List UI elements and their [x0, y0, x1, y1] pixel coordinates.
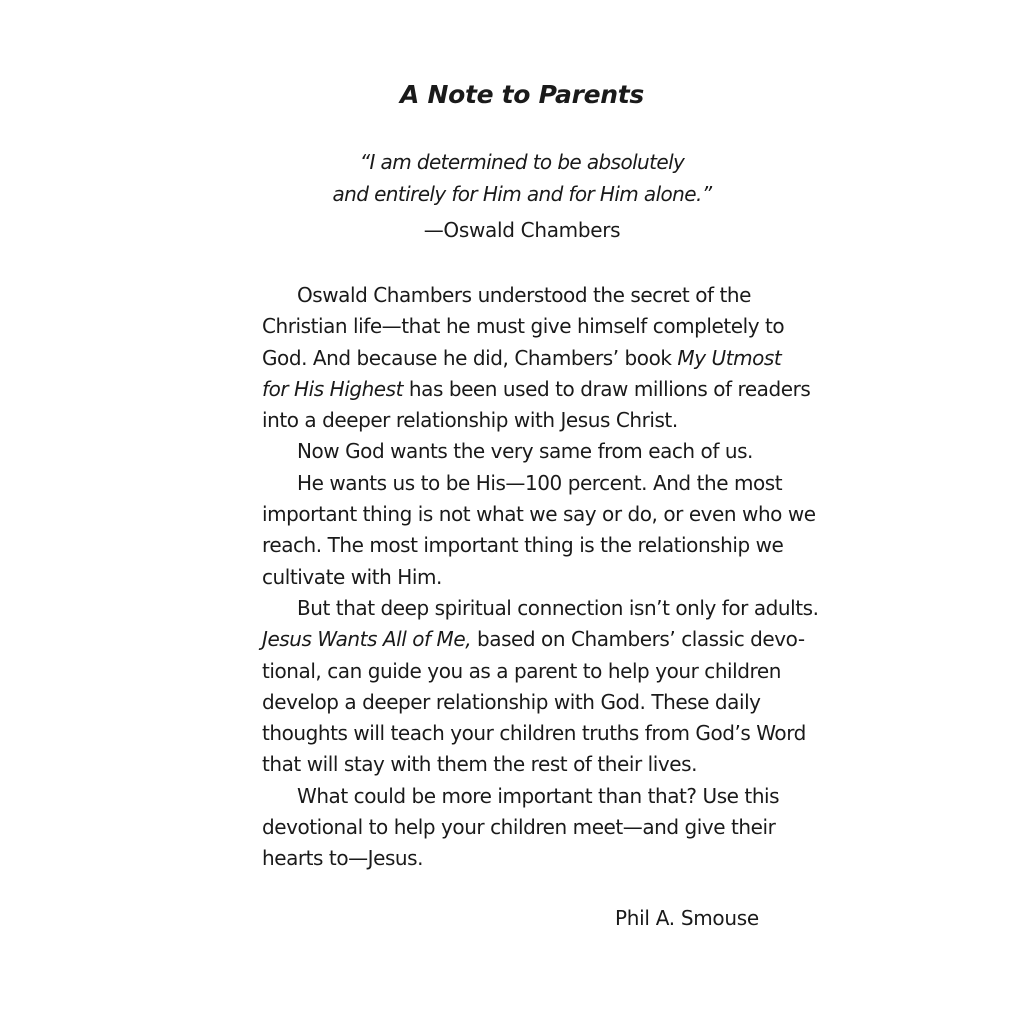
body-line [262, 436, 802, 467]
epigraph-attribution: —Oswald Chambers [423, 218, 621, 242]
body-text-segment: devotional to help your children meet—and give their [262, 815, 776, 840]
body-text-segment: Christian life—that he must give himself completely to [262, 314, 785, 339]
body-text-segment: thoughts will teach your children truths from God’s Word [262, 721, 806, 746]
body-text-segment: tional, can guide you as a parent to help your children [262, 658, 781, 683]
body-text-segment: develop a deeper relationship with God. These daily [262, 689, 761, 714]
body-text-segment: He wants us to be His—100 percent. And the most [297, 470, 783, 495]
body-text-segment: What could be more important than that? Use this [297, 783, 780, 808]
body-text-segment: that will stay with them the rest of their lives. [262, 752, 697, 777]
body-line [262, 843, 802, 874]
body-text-segment: God. And because he did, Chambers’ book [262, 345, 678, 370]
body-line [262, 311, 802, 342]
body-text-segment: has been used to draw millions of readers [403, 376, 811, 401]
body-line [262, 624, 805, 655]
body-line [262, 374, 811, 405]
body-line [262, 812, 802, 843]
epigraph-quote [0, 146, 1024, 210]
epigraph-line: and entirely for Him and for Him alone.” [332, 182, 712, 206]
body-text-segment: based on Chambers’ classic devo- [471, 627, 805, 652]
body-text-segment: hearts to—Jesus. [262, 846, 424, 871]
body-text-segment: Now God wants the very same from each of us. [297, 439, 753, 464]
body-line [262, 530, 802, 561]
body-line [262, 593, 819, 624]
body-line [262, 343, 802, 374]
body-text [262, 280, 819, 875]
body-line [262, 718, 806, 749]
body-line [262, 499, 816, 530]
body-text-segment: cultivate with Him. [262, 564, 442, 589]
body-line [262, 280, 802, 311]
body-line [262, 781, 802, 812]
body-text-segment: reach. The most important thing is the relationship we [262, 533, 784, 558]
body-line [262, 749, 802, 780]
page-title: A Note to Parents [400, 80, 644, 109]
italic-title-text: My Utmost [677, 345, 782, 370]
body-line [262, 687, 802, 718]
body-line [262, 468, 802, 499]
body-line [262, 562, 802, 593]
author-signature: Phil A. Smouse [615, 906, 759, 930]
body-text-segment: important thing is not what we say or do, or even who we [262, 502, 816, 527]
epigraph-line: “I am determined to be absolutely [359, 150, 685, 174]
body-text-segment: But that deep spiritual connection isn’t only for adults. [297, 595, 819, 620]
body-line [262, 656, 802, 687]
italic-title-text: for His Highest [262, 376, 404, 401]
body-text-segment: Oswald Chambers understood the secret of the [297, 283, 751, 307]
italic-title-text: Jesus Wants All of Me, [262, 627, 472, 652]
body-text-segment: into a deeper relationship with Jesus Christ. [262, 408, 678, 433]
body-line [262, 405, 802, 436]
